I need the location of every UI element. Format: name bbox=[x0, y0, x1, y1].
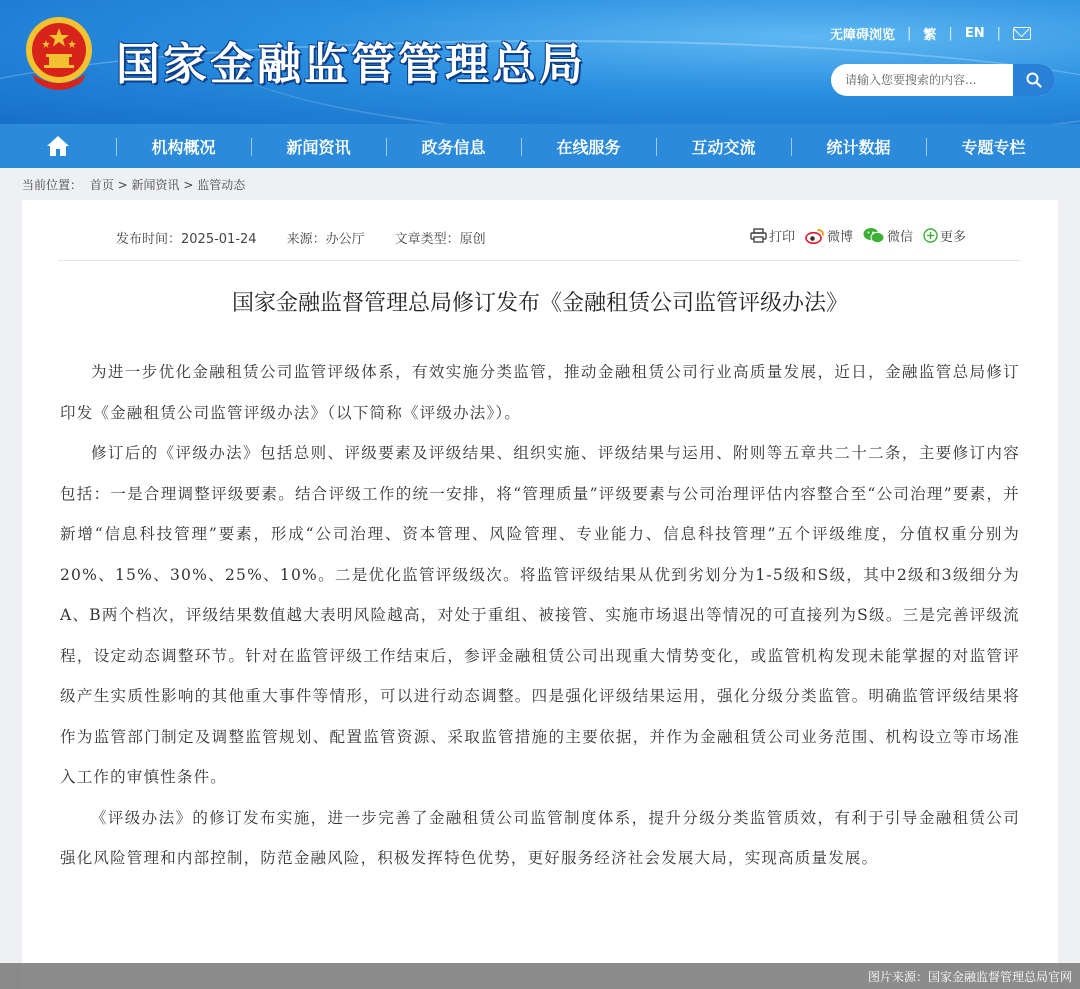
article-source: 来源：办公厅 bbox=[286, 232, 365, 247]
article-card bbox=[22, 200, 1058, 989]
site-header bbox=[0, 0, 1080, 124]
weibo-icon bbox=[805, 228, 825, 244]
breadcrumb-path[interactable]: 首页 > 新闻资讯 > 监管动态 bbox=[89, 178, 246, 192]
article-type: 文章类型：原创 bbox=[394, 232, 486, 247]
article-paragraph: 为进一步优化金融租赁公司监管评级体系，有效实施分类监管，推动金融租赁公司行业高质量发展，近日，金融监管总局修订印发《金融租赁公司监管评级办法》（以下简称《评级办法》）。 bbox=[60, 363, 1020, 422]
publish-time: 发布时间：2025-01-24 bbox=[116, 232, 257, 247]
search-button[interactable] bbox=[1013, 64, 1055, 96]
wechat-icon bbox=[863, 227, 885, 244]
home-icon bbox=[46, 135, 70, 157]
nav-item-special-topics[interactable]: 专题专栏 bbox=[926, 135, 1061, 158]
nav-item-government-info[interactable]: 政务信息 bbox=[386, 135, 521, 158]
nav-home[interactable] bbox=[0, 135, 116, 157]
wechat-share-button[interactable] bbox=[863, 226, 913, 245]
more-label: 更多 bbox=[940, 230, 967, 245]
nav-item-institution[interactable]: 机构概况 bbox=[116, 135, 251, 158]
nav-item-statistics[interactable]: 统计数据 bbox=[791, 135, 926, 158]
wechat-label: 微信 bbox=[887, 230, 914, 245]
print-button[interactable] bbox=[750, 226, 795, 245]
accessibility-link[interactable]: 无障碍浏览 bbox=[830, 27, 896, 43]
article-paragraph: 修订后的《评级办法》包括总则、评级要素及评级结果、组织实施、评级结果与运用、附则等五章共二十二条，主要修订内容包括：一是合理调整评级要素。结合评级工作的统一安排，将“管理质量”评级要素与公司治理评估内容整合至“公司治理”要素，并新增“信息科技管理”要素，形成“公司治理、资本管理、风险管理、专业能力、信息科技管理”五个评级维度，分值权重分别为20%、15%、30%、25%、10%。二是优化监管评级级次。将监管评级结果从优到劣划分为1-5级和S级，其中2级和3级细分为A、B两个档次，评级结果数值越大表明风险越高，对处于重组、被接管、实施市场退出等情况的可直接列为S级。三是完善评级流程，设定动态调整环节。针对在监管评级工作结束后，参评金融租赁公司出现重大情势变化，或监管机构发现未能掌握的对监管评级产生实质性影响的其他重大事件等情形，可以进行动态调整。四是强化评级结果运用，强化分级分类监管。明确监管评级结果将作为监管部门制定及调整监管规划、配置监管资源、采取监管措施的主要依据，并作为金融租赁公司业务范围、机构设立等市场准入工作的审慎性条件。 bbox=[60, 444, 1020, 786]
article-paragraph: 《评级办法》的修订发布实施，进一步完善了金融租赁公司监管制度体系，提升分级分类监管质效，有利于引导金融租赁公司强化风险管理和内部控制，防范金融风险，积极发挥特色优势，更好服务经济社会发展大局，实现高质量发展。 bbox=[60, 808, 1020, 867]
more-share-button[interactable] bbox=[923, 226, 966, 245]
main-nav bbox=[0, 124, 1080, 168]
search-icon bbox=[1026, 72, 1042, 88]
article-meta bbox=[116, 228, 516, 247]
search-input[interactable] bbox=[831, 64, 1011, 96]
printer-icon bbox=[750, 228, 767, 243]
traditional-chinese-link[interactable]: 繁 bbox=[923, 27, 937, 43]
link-separator: | bbox=[907, 25, 912, 41]
link-separator: | bbox=[996, 25, 1001, 41]
plus-circle-icon bbox=[923, 228, 938, 243]
search-box bbox=[831, 64, 1055, 96]
weibo-share-button[interactable] bbox=[805, 226, 853, 245]
breadcrumb bbox=[22, 176, 249, 193]
share-bar bbox=[750, 226, 976, 245]
national-emblem-icon[interactable] bbox=[22, 12, 96, 94]
mail-icon[interactable] bbox=[1013, 27, 1031, 40]
nav-item-interaction[interactable]: 互动交流 bbox=[656, 135, 791, 158]
image-source-caption bbox=[0, 963, 1080, 989]
english-link[interactable]: EN bbox=[964, 25, 985, 41]
article-body bbox=[60, 352, 1020, 879]
article-title: 国家金融监督管理总局修订发布《金融租赁公司监管评级办法》 bbox=[231, 291, 848, 316]
weibo-label: 微博 bbox=[827, 230, 854, 245]
print-label: 打印 bbox=[769, 230, 796, 245]
site-title[interactable]: 国家金融监管管理总局 bbox=[116, 39, 586, 90]
nav-item-news[interactable]: 新闻资讯 bbox=[251, 135, 386, 158]
nav-item-online-service[interactable]: 在线服务 bbox=[521, 135, 656, 158]
link-separator: | bbox=[948, 25, 953, 41]
caption-text: 图片来源：国家金融监督管理总局官网 bbox=[867, 970, 1072, 984]
top-links bbox=[830, 22, 1050, 44]
breadcrumb-prefix: 当前位置： bbox=[22, 178, 83, 192]
meta-divider bbox=[58, 260, 1020, 261]
